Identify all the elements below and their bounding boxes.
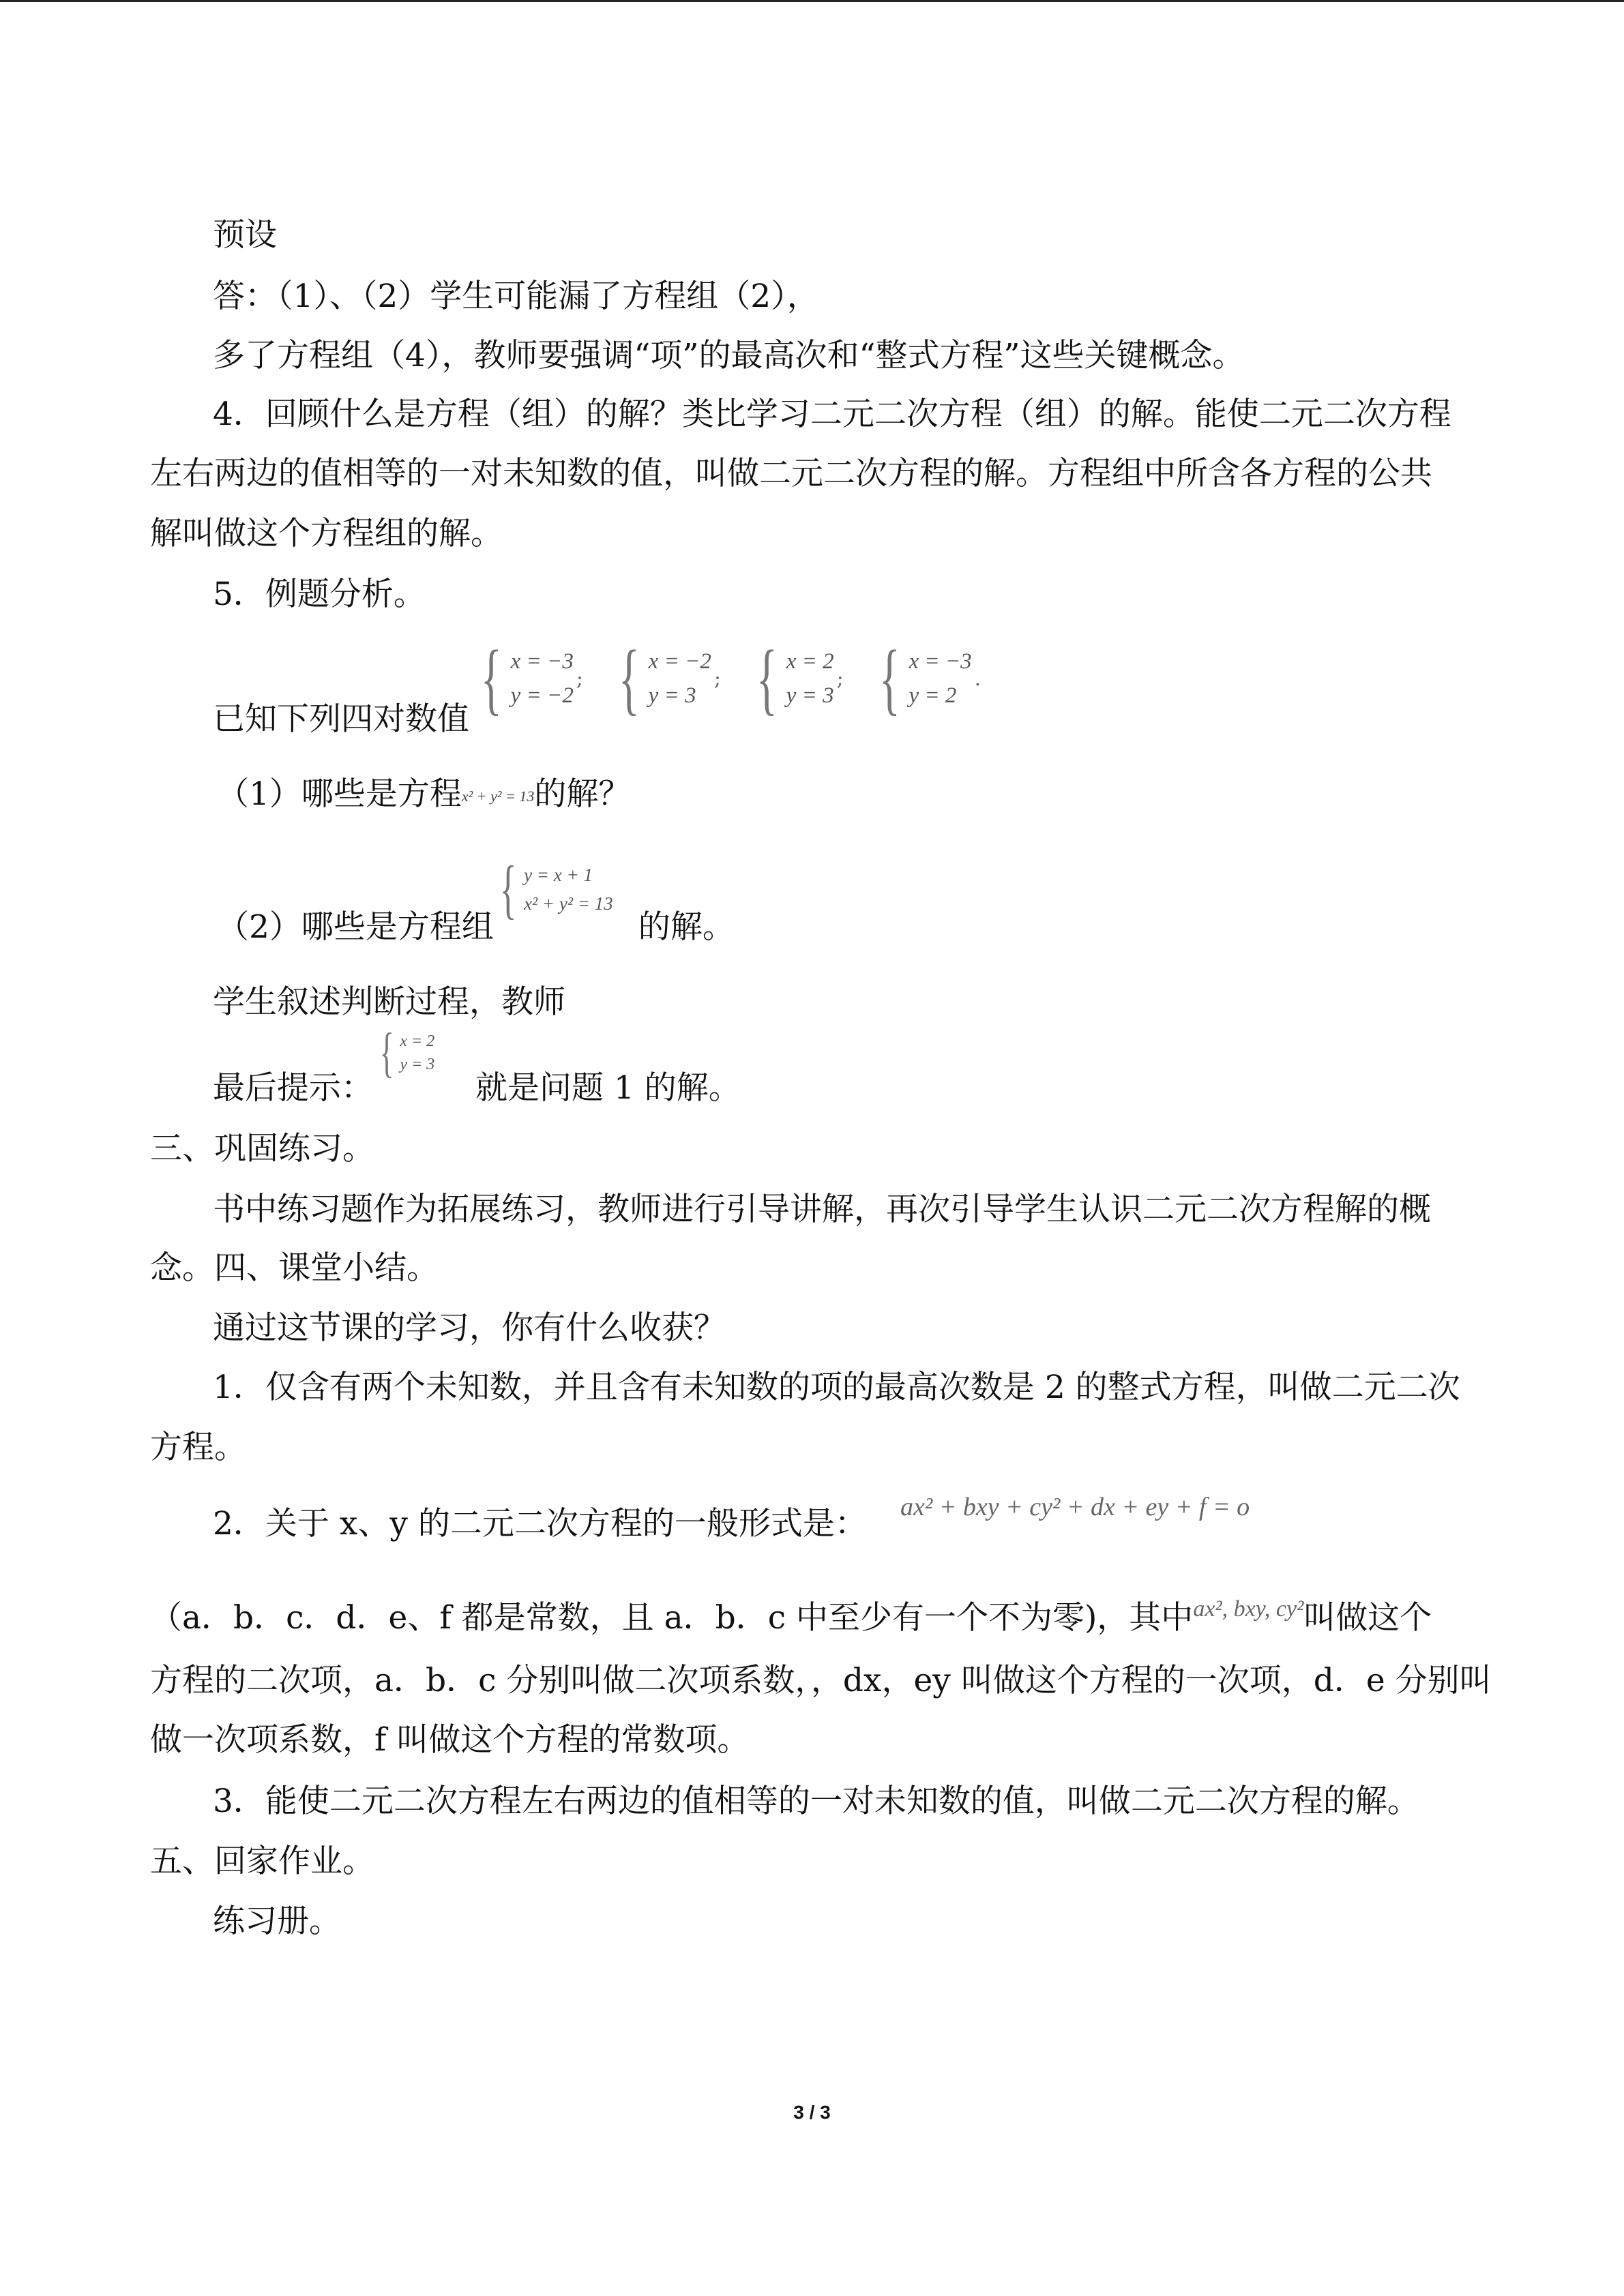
quadratic-terms: ax², bxy, cy² (1193, 1596, 1304, 1622)
brace-icon: { (379, 1023, 394, 1083)
line-yushe: 预设 (213, 216, 277, 254)
line-item4: 4．回顾什么是方程（组）的解？类比学习二元二次方程（组）的解。能使二元二次方程 (213, 396, 1451, 433)
question-1-prefix: （1）哪些是方程 (217, 775, 462, 813)
line-summary-1-cont: 方程。 (150, 1429, 246, 1466)
hint-x: x = 2 (400, 1032, 435, 1050)
equation-1: x² + y² = 13 (461, 788, 535, 805)
pair-4-x: x = −3 (909, 649, 972, 674)
line-answer: 答：（1）、（2）学生可能漏了方程组（2）， (213, 278, 819, 315)
line-practice-cont: 念。四、课堂小结。 (150, 1249, 439, 1287)
pair-2-sep: ; (713, 666, 721, 691)
line-given-values: 已知下列四对数值 (213, 700, 469, 738)
line-summary-2-cont2: 方程的二次项，a．b．c 分别叫做二次项系数，，dx，ey 叫做这个方程的一次项，d．e 分别叫 (150, 1662, 1492, 1699)
line-final-hint (213, 1068, 1543, 1109)
pair-2-y: y = 3 (648, 683, 696, 708)
line-student-narration: 学生叙述判断过程，教师 (213, 983, 565, 1021)
pair-4-y: y = 2 (909, 683, 957, 708)
pair-1-y: y = −2 (510, 683, 574, 708)
final-hint-suffix: 就是问题 1 的解。 (475, 1069, 741, 1107)
line-item5: 5．例题分析。 (213, 576, 426, 613)
question-1-suffix: 的解？ (534, 775, 631, 813)
summary-2-cont-suffix: 叫做这个 (1303, 1599, 1432, 1637)
pair-4-sep: . (974, 666, 981, 691)
system-eq-1: y = x + 1 (524, 865, 593, 885)
section-3-heading: 三、巩固练习。 (150, 1130, 374, 1167)
line-emphasis: 多了方程组（4），教师要强调“项”的最高次和“整式方程”这些关键概念。 (213, 337, 1245, 374)
brace-icon: { (499, 852, 517, 925)
line-summary-2-cont (150, 1589, 1480, 1639)
pair-3-y: y = 3 (786, 683, 834, 708)
line-summary-3: 3．能使二元二次方程左右两边的值相等的一对未知数的值，叫做二元二次方程的解。 (213, 1783, 1419, 1820)
pair-3-sep: ; (836, 666, 844, 691)
line-question-1 (217, 774, 1547, 817)
line-item4-cont2: 解叫做这个方程组的解。 (150, 515, 503, 552)
line-homework: 练习册。 (213, 1903, 341, 1940)
line-summary-2-cont3: 做一次项系数，f 叫做这个方程的常数项。 (150, 1721, 750, 1759)
pair-1-sep: ; (576, 666, 583, 691)
system-eq-2: x² + y² = 13 (524, 893, 613, 914)
line-item4-cont1: 左右两边的值相等的一对未知数的值，叫做二元二次方程的解。方程组中所含各方程的公共 (150, 455, 1432, 492)
question-2-suffix: 的解。 (638, 908, 735, 946)
summary-2-cont-prefix: （a．b．c．d．e、f 都是常数，且 a．b．c 中至少有一个不为零)，其中 (150, 1599, 1194, 1637)
final-hint-prefix: 最后提示： (213, 1069, 373, 1107)
line-practice: 书中练习题作为拓展练习，教师进行引导讲解，再次引导学生认识二元二次方程解的概 (213, 1191, 1431, 1228)
line-question-2 (217, 907, 1547, 948)
section-5-heading: 五、回家作业。 (150, 1843, 374, 1880)
line-question-gain: 通过这节课的学习，你有什么收获？ (213, 1309, 726, 1347)
brace-icon: { (480, 633, 502, 723)
pair-3-x: x = 2 (786, 649, 834, 674)
hint-y: y = 3 (400, 1056, 435, 1073)
line-summary-2: 2．关于 x、y 的二元二次方程的一般形式是： (213, 1505, 867, 1542)
page-number: 3 / 3 (793, 2102, 831, 2123)
brace-icon: { (756, 633, 778, 723)
brace-icon: { (879, 633, 900, 723)
pair-1-x: x = −3 (510, 649, 574, 674)
question-2-prefix: （2）哪些是方程组 (217, 908, 494, 946)
brace-icon: { (618, 633, 640, 723)
pair-2-x: x = −2 (648, 649, 711, 674)
line-summary-1: 1．仅含有两个未知数，并且含有未知数的项的最高次数是 2 的整式方程，叫做二元二次 (213, 1369, 1460, 1406)
general-form-formula: ax² + bxy + cy² + dx + ey + f = o (900, 1493, 1250, 1521)
